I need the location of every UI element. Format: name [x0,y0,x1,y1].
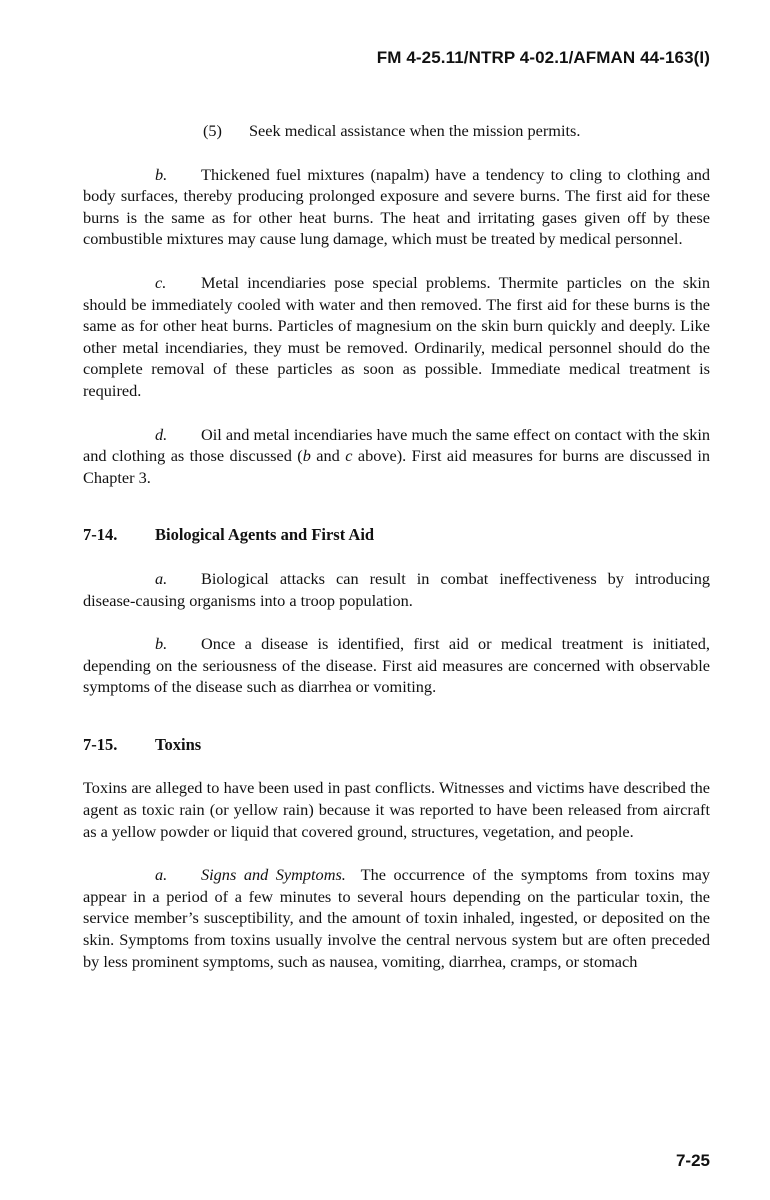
paragraph-letter: b. [155,634,168,654]
paragraph-text-end: above). First aid measures for burns are discussed in Chapter 3. [83,446,710,487]
paragraph-letter: a. [155,865,168,885]
paragraph-letter: d. [155,424,168,444]
paragraph-text: The occurrence of the symptoms from toxins may appear in a period of a few minutes to several hours depending on the particular toxin, the service member’s susceptibility, and the amount of toxin inhaled, ingested, or deposited on the skin. Symptoms from toxins usually involve the central nervous system but are often preceded by less prominent symptoms, such as nausea, vomiting, diarrhea, cramps, or stomach [83,865,710,971]
paragraph-text: Oil and metal incendiaries have much the same effect on contact with the skin and clothing as those discussed ( [83,424,710,466]
paragraph-7-15-a [83,864,710,972]
paragraph-b-napalm [83,164,710,250]
section-number: 7-15. [83,734,118,754]
paragraph-letter: c. [155,272,167,292]
item-text: Seek medical assistance when the mission permits. [249,121,581,140]
section-title: Toxins [155,734,202,754]
section-heading-7-14 [83,524,710,546]
paragraph-7-14-b [83,633,710,698]
paragraph-letter: a. [155,568,168,588]
page-body [83,120,710,994]
section-title: Biological Agents and First Aid [155,525,375,545]
page-number: 7-25 [675,1151,710,1170]
reference-c: c [345,446,353,466]
list-item-5 [83,120,710,142]
paragraph-7-15-intro: Toxins are alleged to have been used in past conflicts. Witnesses and victims have described the agent as toxic rain (or yellow rain) because it was reported to have been released from aircraft as a yellow powder or liquid that covered ground, structures, vegetation, and people. [83,778,710,841]
item-number: (5) [203,121,222,140]
paragraph-text: Once a disease is identified, first aid or medical treatment is initiated, depending on the seriousness of the disease. First aid measures are concerned with observable symptoms of the disease such as diarrhea or vomiting. [83,634,710,697]
paragraph-text-connector: and [310,446,346,466]
section-number: 7-14. [83,525,118,545]
reference-b: b [302,446,311,466]
paragraph-d-oil-metal [83,424,710,489]
running-header: FM 4-25.11/NTRP 4-02.1/AFMAN 44-163(I) [376,48,710,67]
paragraph-text: Biological attacks can result in combat ineffectiveness by introducing disease-causing organisms into a troop population. [83,568,710,610]
paragraph-subtitle: Signs and Symptoms. [201,865,346,885]
paragraph-c-metal-incendiaries [83,272,710,402]
section-heading-7-15 [83,734,710,756]
paragraph-text: Metal incendiaries pose special problems. Thermite particles on the skin should be immediately cooled with water and then removed. The first aid for these burns is the same as for other heat burns. Particles of magnesium on the skin burn quickly and deeply. Like other metal incendiaries, they must be removed. Ordinarily, medical personnel should do the complete removal of these particles as soon as possible. Immediate medical treatment is required. [83,272,710,400]
paragraph-7-14-a [83,568,710,611]
paragraph-text: Thickened fuel mixtures (napalm) have a tendency to cling to clothing and body surfaces, thereby producing prolonged exposure and severe burns. The first aid for these burns is the same as for other heat burns. The heat and irritating gases given off by these combustible mixtures may cause lung damage, which must be treated by medical personnel. [83,164,710,249]
paragraph-letter: b. [155,164,168,184]
